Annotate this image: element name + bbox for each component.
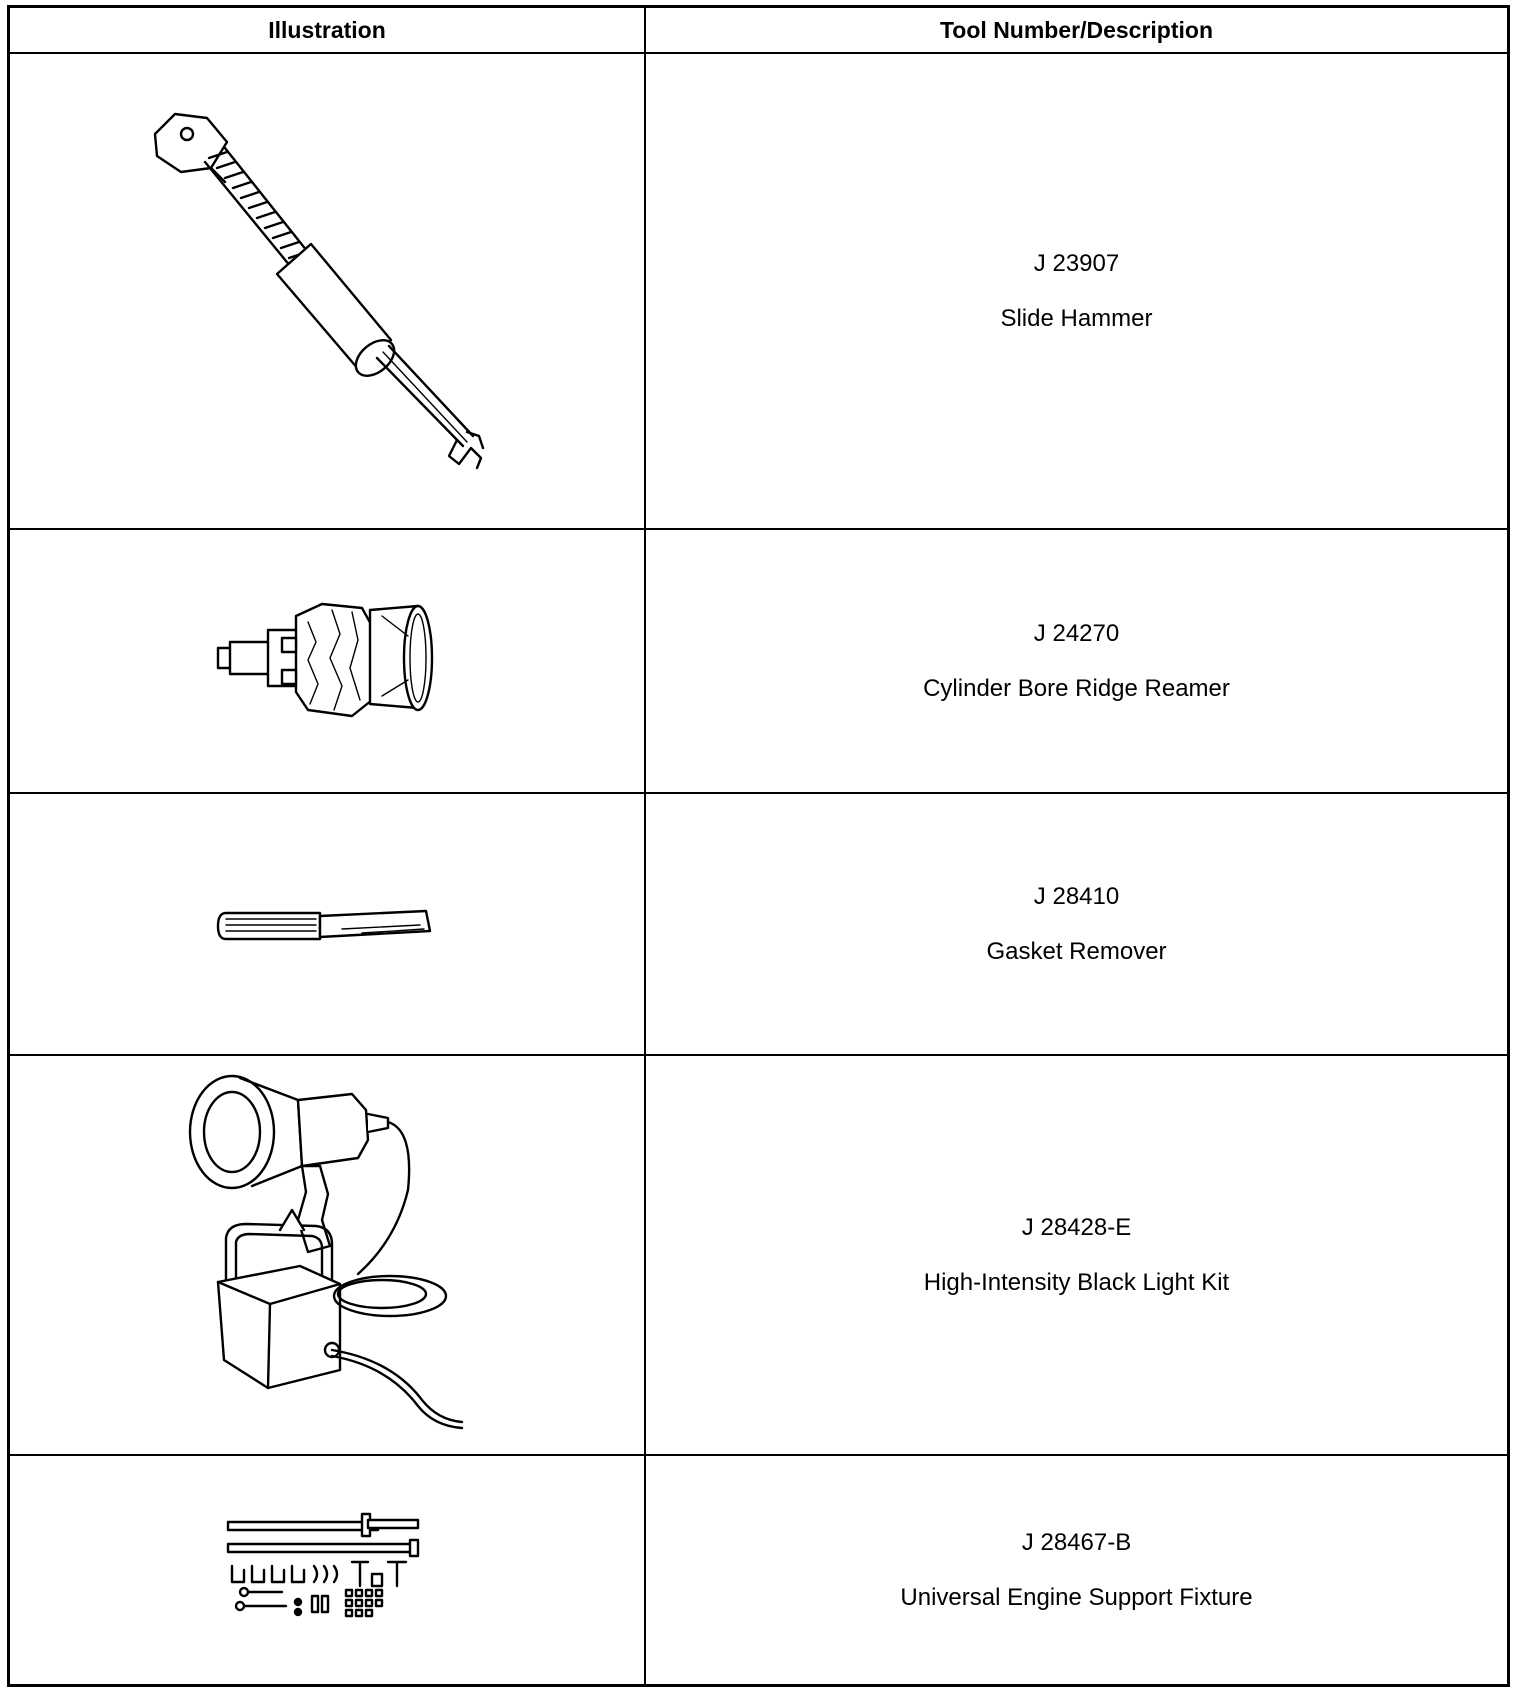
description-cell (646, 794, 1507, 1054)
tool-number: J 28428-E (1021, 1213, 1132, 1241)
description-cell (646, 1056, 1507, 1454)
illustration-cell (10, 530, 646, 792)
description-cell (646, 530, 1507, 792)
table-row (10, 1056, 1507, 1456)
illustration-cell (10, 794, 646, 1054)
illustration-cell (10, 54, 646, 528)
tool-description: Gasket Remover (986, 937, 1167, 965)
slide-hammer-icon (127, 96, 527, 486)
table-header-row (10, 8, 1507, 54)
tool-description: High-Intensity Black Light Kit (923, 1268, 1230, 1296)
gasket-remover-icon (212, 899, 442, 949)
tool-number: J 24270 (1033, 619, 1120, 647)
black-light-kit-icon (182, 1070, 472, 1440)
illustration-cell (10, 1056, 646, 1454)
description-cell (646, 1456, 1507, 1684)
table-row (10, 530, 1507, 794)
special-tools-table (7, 5, 1510, 1687)
engine-support-fixture-icon (222, 1510, 432, 1630)
table-row (10, 794, 1507, 1056)
illustration-cell (10, 1456, 646, 1684)
table-row (10, 54, 1507, 530)
tool-number: J 28410 (1033, 882, 1120, 910)
tool-description: Cylinder Bore Ridge Reamer (923, 674, 1230, 702)
tool-number: J 23907 (1033, 249, 1120, 277)
table-row (10, 1456, 1507, 1684)
tool-description: Slide Hammer (1000, 304, 1153, 332)
ridge-reamer-icon (212, 596, 442, 726)
tool-number: J 28467-B (1021, 1528, 1132, 1556)
header-illustration: Illustration (10, 8, 646, 52)
header-tool-description: Tool Number/Description (939, 16, 1214, 43)
tool-description: Universal Engine Support Fixture (900, 1583, 1253, 1611)
description-cell (646, 54, 1507, 528)
